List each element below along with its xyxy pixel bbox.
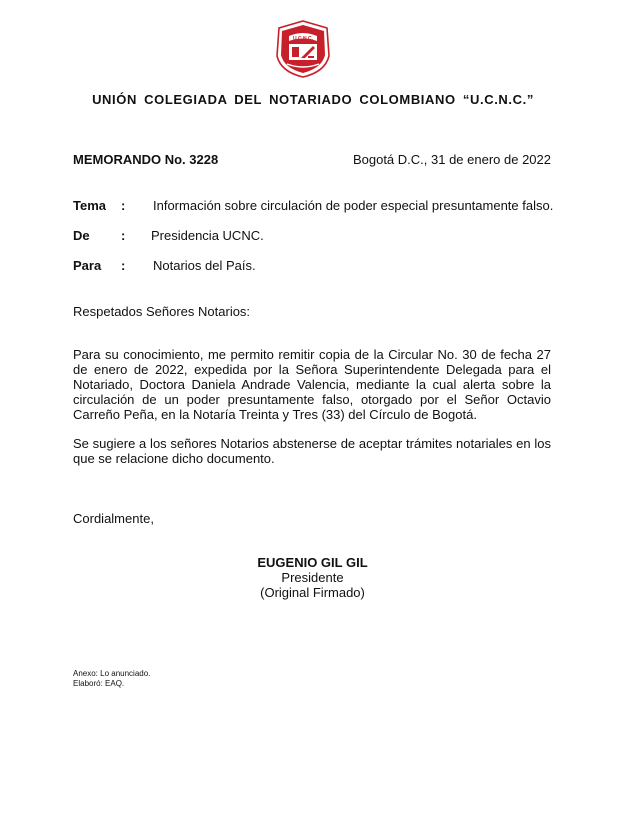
memo-date: Bogotá D.C., 31 de enero de 2022 — [352, 152, 551, 167]
prepared-by-note: Elaboró: EAQ. — [73, 679, 125, 688]
field-key: Para — [73, 258, 102, 273]
field-value: Notarios del País. — [153, 258, 256, 273]
body-paragraph-2: Se sugiere a los señores Notarios abstenerse de aceptar trámites notariales en los que se relacione dicho documento. — [73, 436, 551, 466]
field-value: Información sobre circulación de poder especial presuntamente falso. — [153, 198, 554, 213]
signature-note: (Original Firmado) — [260, 585, 365, 600]
annex-note: Anexo: Lo anunciado. — [73, 669, 151, 678]
ucnc-logo — [275, 20, 331, 78]
signature-block — [230, 555, 395, 600]
memo-number: MEMORANDO No. 3228 — [73, 152, 219, 167]
signer-role: Presidente — [281, 570, 344, 585]
organization-title: UNIÓN COLEGIADA DEL NOTARIADO COLOMBIANO “U.C.N.C.” — [92, 92, 534, 107]
field-key: De — [73, 228, 90, 243]
field-colon: : — [121, 198, 126, 213]
salutation: Respetados Señores Notarios: — [73, 304, 251, 319]
logo-text: U.C.N.C. — [293, 36, 313, 42]
footnotes — [73, 669, 150, 689]
field-value: Presidencia UCNC. — [151, 228, 264, 243]
field-colon: : — [121, 258, 126, 273]
field-colon: : — [121, 228, 126, 243]
body-paragraph-1: Para su conocimiento, me permito remitir copia de la Circular No. 30 de fecha 27 de enero de 2022, expedida por la Señora Superintendente Delegada para el Notariado, Doctora Daniela Andrade Valencia, mediante la cual alerta sobre la circulación de un poder presuntamente falso, otorgado por el Señor Octavio Carreño Peña, en la Notaría Treinta y Tres (33) del Círculo de Bogotá. — [73, 347, 551, 422]
closing: Cordialmente, — [73, 511, 154, 526]
field-key: Tema — [73, 198, 106, 213]
signer-name: EUGENIO GIL GIL — [257, 555, 368, 570]
